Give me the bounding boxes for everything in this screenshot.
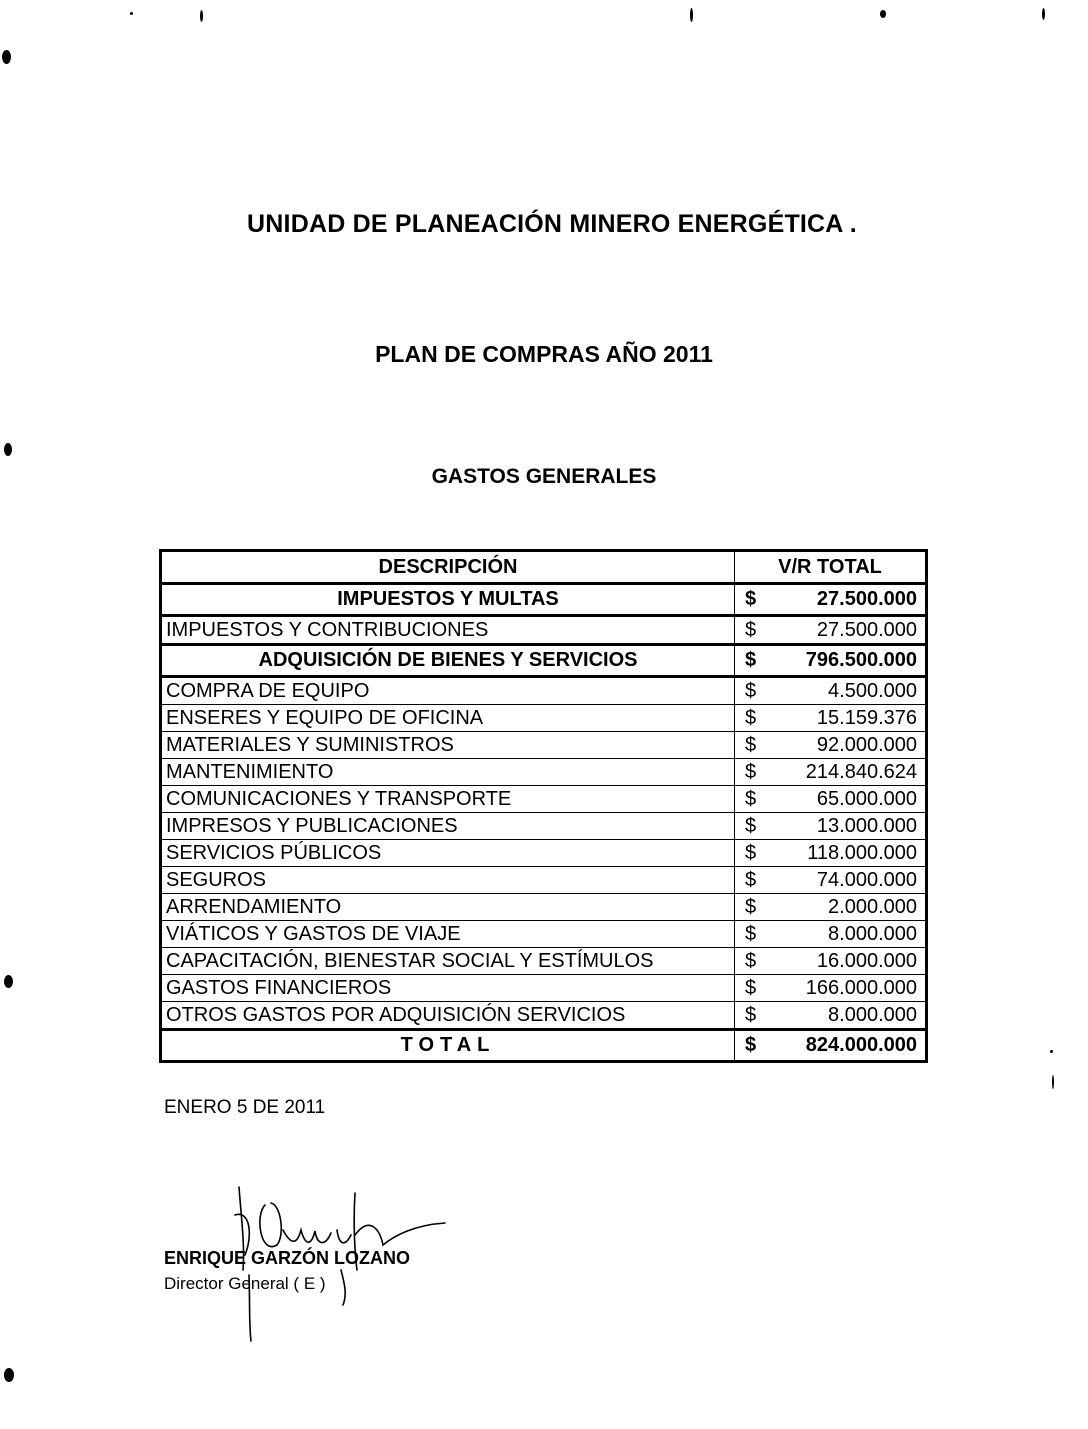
table-row [161, 921, 927, 948]
row-description: IMPUESTOS Y MULTAS [161, 584, 735, 616]
row-currency: $ [735, 645, 765, 677]
table-section-row [161, 645, 927, 677]
row-value: 8.000.000 [765, 1002, 927, 1030]
row-description: CAPACITACIÓN, BIENESTAR SOCIAL Y ESTÍMULOS [161, 948, 735, 975]
row-value: 118.000.000 [765, 840, 927, 867]
document-subtitle: PLAN DE COMPRAS AÑO 2011 [375, 341, 713, 367]
row-description: MATERIALES Y SUMINISTROS [161, 732, 735, 759]
row-value: 214.840.624 [765, 759, 927, 786]
table-row [161, 948, 927, 975]
expenses-table-container [159, 549, 925, 1063]
row-currency: $ [735, 894, 765, 921]
row-value: 13.000.000 [765, 813, 927, 840]
row-currency: $ [735, 867, 765, 894]
row-description: GASTOS FINANCIEROS [161, 975, 735, 1002]
row-description: VIÁTICOS Y GASTOS DE VIAJE [161, 921, 735, 948]
row-value: 16.000.000 [765, 948, 927, 975]
table-row [161, 677, 927, 705]
document-date: ENERO 5 DE 2011 [164, 1097, 326, 1118]
row-currency: $ [735, 1002, 765, 1030]
table-row [161, 894, 927, 921]
row-description: OTROS GASTOS POR ADQUISICIÓN SERVICIOS [161, 1002, 735, 1030]
row-currency: $ [735, 786, 765, 813]
table-header-row [161, 551, 927, 584]
row-currency: $ [735, 705, 765, 732]
row-description: ARRENDAMIENTO [161, 894, 735, 921]
scan-speck [2, 50, 11, 64]
row-value: 796.500.000 [765, 645, 927, 677]
signer-name: ENRIQUE GARZÓN LOZANO [164, 1248, 410, 1268]
table-row [161, 705, 927, 732]
table-row [161, 975, 927, 1002]
scan-speck [4, 975, 13, 988]
row-value: 4.500.000 [765, 677, 927, 705]
header-description: DESCRIPCIÓN [161, 551, 735, 584]
row-description: COMUNICACIONES Y TRANSPORTE [161, 786, 735, 813]
table-row [161, 786, 927, 813]
row-description: SEGUROS [161, 867, 735, 894]
section-heading: GASTOS GENERALES [431, 465, 657, 488]
row-value: 74.000.000 [765, 867, 927, 894]
row-value: 8.000.000 [765, 921, 927, 948]
row-currency: $ [735, 759, 765, 786]
table-row [161, 759, 927, 786]
row-value: 27.500.000 [765, 616, 927, 645]
scan-speck [690, 8, 693, 22]
row-description: ENSERES Y EQUIPO DE OFICINA [161, 705, 735, 732]
row-currency: $ [735, 813, 765, 840]
total-currency: $ [735, 1030, 765, 1062]
row-value: 65.000.000 [765, 786, 927, 813]
row-currency: $ [735, 732, 765, 759]
row-description: IMPRESOS Y PUBLICACIONES [161, 813, 735, 840]
table-section-row [161, 584, 927, 616]
scan-speck [1050, 1050, 1053, 1053]
row-value: 15.159.376 [765, 705, 927, 732]
total-label: TOTAL [161, 1030, 735, 1062]
table-row [161, 840, 927, 867]
row-description: IMPUESTOS Y CONTRIBUCIONES [161, 616, 735, 645]
table-row [161, 867, 927, 894]
table-row [161, 616, 927, 645]
header-value: V/R TOTAL [735, 551, 927, 584]
total-value: 824.000.000 [765, 1030, 927, 1062]
scan-speck [130, 12, 133, 15]
row-currency: $ [735, 677, 765, 705]
scan-speck [880, 10, 886, 18]
row-description: SERVICIOS PÚBLICOS [161, 840, 735, 867]
row-value: 166.000.000 [765, 975, 927, 1002]
row-description: MANTENIMIENTO [161, 759, 735, 786]
scan-speck [200, 10, 203, 22]
scan-speck [1042, 8, 1045, 20]
row-description: COMPRA DE EQUIPO [161, 677, 735, 705]
row-currency: $ [735, 948, 765, 975]
row-value: 2.000.000 [765, 894, 927, 921]
table-row [161, 813, 927, 840]
table-total-row [161, 1030, 927, 1062]
row-currency: $ [735, 840, 765, 867]
row-currency: $ [735, 584, 765, 616]
row-currency: $ [735, 921, 765, 948]
row-value: 92.000.000 [765, 732, 927, 759]
scan-speck [1052, 1075, 1054, 1089]
signer-role: Director General ( E ) [164, 1274, 326, 1293]
row-currency: $ [735, 616, 765, 645]
row-currency: $ [735, 975, 765, 1002]
table-row [161, 1002, 927, 1030]
scan-speck [4, 443, 12, 456]
row-description: ADQUISICIÓN DE BIENES Y SERVICIOS [161, 645, 735, 677]
table-row [161, 732, 927, 759]
scan-speck [4, 1368, 14, 1382]
expenses-table [159, 549, 928, 1063]
row-value: 27.500.000 [765, 584, 927, 616]
document-title: UNIDAD DE PLANEACIÓN MINERO ENERGÉTICA . [247, 210, 857, 238]
